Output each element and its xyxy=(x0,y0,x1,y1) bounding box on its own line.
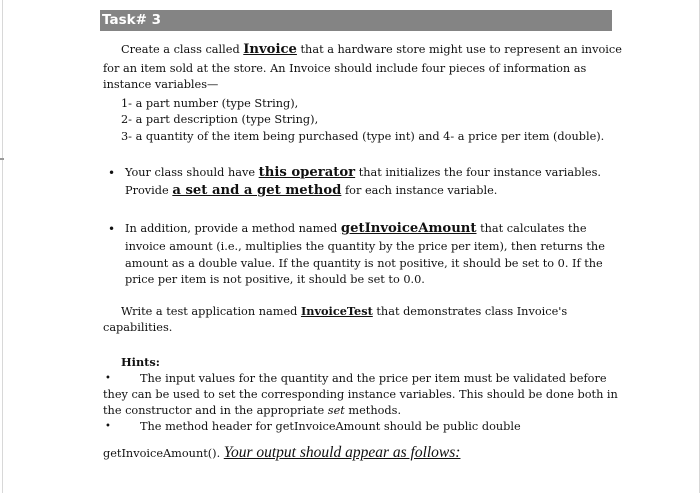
hint1-line-2: they can be used to set the corresponding instance variables. This should be done both in xyxy=(103,388,618,401)
bullet2-text: In addition, provide a method named xyxy=(125,222,341,235)
hints-heading: Hints: xyxy=(121,355,160,369)
set-get-emphasis: a set and a get method xyxy=(172,183,342,198)
var-item-2: 2- a part description (type String), xyxy=(121,113,319,126)
bullet1-text: that initializes the four instance variables. xyxy=(355,166,602,179)
class-name-invoice: Invoice xyxy=(243,42,297,57)
test-line-2: capabilities. xyxy=(103,321,173,334)
class-name-invoicetest: InvoiceTest xyxy=(300,304,373,318)
bullet-dot: • xyxy=(108,166,116,180)
test-text: that demonstrates class Invoice's xyxy=(372,305,568,318)
bullet2-line-3: amount as a double value. If the quantity is not positive, it should be set to 0. If the xyxy=(125,257,603,270)
bullet1-text: for each instance variable. xyxy=(341,184,498,197)
hint1-line-3 xyxy=(103,404,401,418)
bullet-dot: • xyxy=(105,373,111,384)
bullet1-line-2 xyxy=(125,184,497,198)
output-heading: Your output should appear as follows: xyxy=(223,444,461,461)
hint1-line-1: The input values for the quantity and the price per item must be validated before xyxy=(140,372,607,385)
intro-text: Create a class called xyxy=(121,43,244,56)
left-border xyxy=(2,0,3,493)
intro-line-2: for an item sold at the store. An Invoice should include four pieces of information as xyxy=(103,62,587,75)
hint-text: getInvoiceAmount(). xyxy=(103,447,224,460)
this-operator-emphasis: this operator xyxy=(258,165,356,180)
intro-line-1 xyxy=(121,43,622,57)
hint-text: the constructor and in the appropriate xyxy=(103,404,328,417)
hint2-line-1: The method header for getInvoiceAmount should be public double xyxy=(140,420,521,433)
var-item-3: 3- a quantity of the item being purchased (type int) and 4- a price per item (double). xyxy=(121,130,605,143)
hint2-line-2 xyxy=(103,446,460,461)
test-line-1 xyxy=(121,304,567,319)
bullet1-line-1 xyxy=(125,166,601,180)
bullet2-line-1 xyxy=(125,222,587,236)
bullet-dot: • xyxy=(105,421,111,432)
task-title: Task# 3 xyxy=(100,10,612,31)
bullet-dot: • xyxy=(108,222,116,236)
test-text: Write a test application named xyxy=(121,305,301,318)
hint-text: methods. xyxy=(344,404,402,417)
bullet2-text: that calculates the xyxy=(476,222,587,235)
bullet1-text: Your class should have xyxy=(125,166,259,179)
intro-line-3: instance variables— xyxy=(103,78,219,91)
intro-text: that a hardware store might use to represent an invoice xyxy=(296,43,622,56)
bullet2-line-4: price per item is not positive, it should be set to 0.0. xyxy=(125,273,425,286)
bullet2-line-2: invoice amount (i.e., multiplies the quantity by the price per item), then returns the xyxy=(125,240,605,253)
set-italic: set xyxy=(327,404,345,417)
page-marker xyxy=(0,158,4,160)
var-item-1: 1- a part number (type String), xyxy=(121,97,299,110)
bullet1-text: Provide xyxy=(125,184,173,197)
method-name-getinvoiceamount: getInvoiceAmount xyxy=(340,221,477,236)
